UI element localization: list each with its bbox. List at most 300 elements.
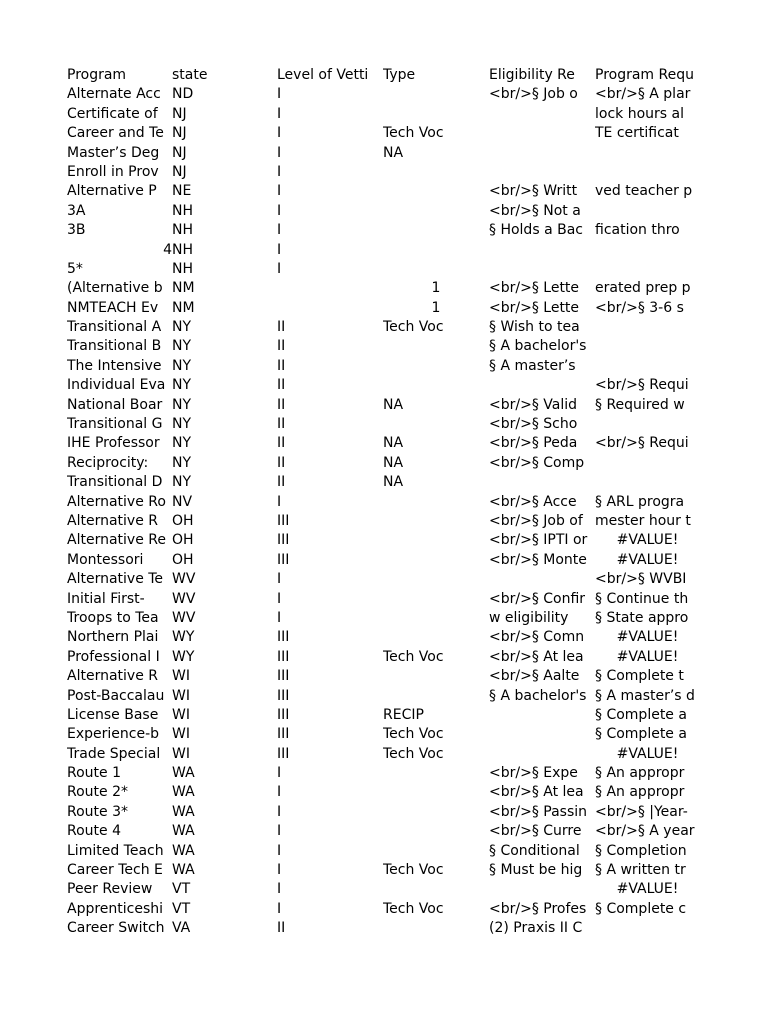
cell-type[interactable] — [383, 880, 489, 899]
cell-level[interactable]: III — [277, 532, 290, 549]
cell-requirements[interactable]: § An appropr — [595, 765, 685, 782]
cell-eligibility[interactable] — [489, 144, 595, 163]
table-row — [66, 745, 700, 764]
table-row — [66, 337, 700, 356]
cell-program[interactable]: Reciprocity: — [67, 454, 149, 471]
cell-level[interactable]: III — [277, 648, 290, 665]
cell-type[interactable]: NA — [383, 474, 404, 491]
cell-requirements[interactable]: lock hours al — [595, 105, 684, 122]
cell-program[interactable]: Alternative Te — [67, 571, 164, 588]
cell-state[interactable]: VA — [172, 920, 191, 937]
cell-level[interactable]: II — [277, 920, 286, 937]
cell-level[interactable]: I — [277, 900, 282, 917]
cell-program[interactable]: Individual Eva — [67, 377, 166, 394]
table-row — [66, 260, 700, 279]
cell-requirements[interactable] — [595, 454, 700, 473]
cell-level[interactable] — [277, 279, 383, 298]
cell-type[interactable] — [383, 357, 489, 376]
cell-program[interactable]: Route 4 — [67, 823, 121, 840]
cell-requirements[interactable]: § An appropr — [595, 784, 685, 801]
table-row — [66, 182, 700, 201]
cell-level[interactable]: I — [277, 144, 282, 161]
cell-eligibility[interactable]: § A master’s — [489, 357, 576, 374]
cell-state[interactable]: NY — [172, 474, 192, 491]
cell-eligibility[interactable]: <br/>§ Not a — [489, 202, 581, 219]
cell-type[interactable]: 1 — [431, 280, 441, 297]
cell-program[interactable]: Limited Teach — [67, 842, 164, 859]
cell-program[interactable]: Montessori — [67, 551, 144, 568]
cell-state[interactable]: WI — [172, 687, 190, 704]
cell-state[interactable]: NY — [172, 338, 192, 355]
cell-state[interactable]: NJ — [172, 105, 187, 122]
cell-requirements[interactable] — [595, 202, 700, 221]
cell-state[interactable]: OH — [172, 512, 194, 529]
cell-level[interactable]: I — [277, 765, 282, 782]
cell-level[interactable]: I — [277, 862, 282, 879]
table-row — [66, 202, 700, 221]
cell-state[interactable]: NM — [172, 280, 195, 297]
cell-eligibility[interactable]: <br/>§ Comn — [489, 629, 585, 646]
cell-type[interactable] — [383, 85, 489, 104]
cell-eligibility[interactable]: (2) Praxis II C — [489, 920, 583, 937]
cell-requirements[interactable] — [595, 415, 700, 434]
cell-type[interactable] — [383, 919, 489, 938]
cell-level[interactable]: II — [277, 319, 286, 336]
cell-requirements[interactable]: #VALUE! — [616, 532, 679, 549]
header-level[interactable]: Level of Vetti — [277, 67, 369, 83]
cell-state[interactable]: WA — [172, 765, 195, 782]
table-row — [66, 900, 700, 919]
cell-level[interactable]: I — [277, 125, 282, 142]
cell-level[interactable]: II — [277, 357, 286, 374]
table-row — [66, 706, 700, 725]
cell-requirements[interactable]: #VALUE! — [616, 745, 679, 762]
cell-type[interactable] — [383, 822, 489, 841]
cell-program[interactable]: IHE Professor — [67, 435, 160, 452]
cell-requirements[interactable]: #VALUE! — [616, 629, 679, 646]
cell-level[interactable]: II — [277, 377, 286, 394]
cell-program[interactable]: Alternative P — [67, 183, 157, 200]
cell-eligibility[interactable] — [489, 105, 595, 124]
cell-level[interactable]: III — [277, 551, 290, 568]
cell-level[interactable]: I — [277, 803, 282, 820]
cell-eligibility[interactable] — [489, 706, 595, 725]
cell-program[interactable]: Professional I — [67, 648, 160, 665]
cell-eligibility[interactable] — [489, 124, 595, 143]
table-row — [66, 842, 700, 861]
cell-requirements[interactable] — [595, 919, 700, 938]
cell-state[interactable]: NJ — [172, 125, 187, 142]
cell-state[interactable]: WA — [172, 823, 195, 840]
table-row — [66, 318, 700, 337]
cell-program[interactable]: Route 3* — [67, 803, 128, 820]
cell-program[interactable]: NMTEACH Ev — [67, 299, 159, 316]
cell-type[interactable] — [383, 590, 489, 609]
cell-type[interactable] — [383, 493, 489, 512]
cell-state[interactable]: NH — [172, 241, 193, 258]
table-row — [66, 764, 700, 783]
cell-requirements[interactable]: § Completion — [595, 842, 687, 859]
cell-eligibility[interactable]: <br/>§ At lea — [489, 648, 584, 665]
cell-level[interactable]: I — [277, 842, 282, 859]
cell-level[interactable] — [277, 299, 383, 318]
cell-type[interactable] — [383, 667, 489, 686]
cell-eligibility[interactable]: § Conditional — [489, 842, 580, 859]
header-requirements[interactable]: Program Requ — [595, 67, 694, 83]
cell-eligibility[interactable]: <br/>§ Scho — [489, 416, 578, 433]
cell-eligibility[interactable]: <br/>§ Comp — [489, 454, 585, 471]
cell-level[interactable]: I — [277, 823, 282, 840]
table-row — [66, 241, 700, 260]
cell-level[interactable]: II — [277, 454, 286, 471]
cell-requirements[interactable]: § ARL progra — [595, 493, 685, 510]
cell-level[interactable]: I — [277, 105, 282, 122]
cell-level[interactable]: III — [277, 629, 290, 646]
cell-eligibility[interactable] — [489, 473, 595, 492]
table-row — [66, 85, 700, 104]
cell-requirements[interactable]: § Required w — [595, 396, 685, 413]
cell-state[interactable]: VT — [172, 900, 191, 917]
cell-program[interactable]: Trade Special — [67, 745, 161, 762]
table-row — [66, 551, 700, 570]
cell-eligibility[interactable]: <br/>§ Lette — [489, 299, 580, 316]
cell-program[interactable]: Enroll in Prov — [67, 163, 159, 180]
cell-program[interactable]: Troops to Tea — [67, 609, 159, 626]
cell-state[interactable]: WY — [172, 648, 195, 665]
table-row — [66, 861, 700, 880]
cell-state[interactable]: NE — [172, 183, 192, 200]
cell-level[interactable]: I — [277, 590, 282, 607]
header-eligibility[interactable]: Eligibility Re — [489, 67, 575, 83]
cell-state[interactable]: WA — [172, 803, 195, 820]
cell-eligibility[interactable]: <br/>§ Lette — [489, 280, 580, 297]
cell-type[interactable]: RECIP — [383, 706, 424, 723]
cell-program[interactable]: Route 1 — [67, 765, 121, 782]
cell-type[interactable] — [383, 803, 489, 822]
cell-type[interactable]: Tech Voc — [383, 319, 444, 336]
cell-type[interactable] — [383, 783, 489, 802]
cell-requirements[interactable]: § Complete c — [595, 900, 687, 917]
cell-program[interactable]: Career Switch — [67, 920, 165, 937]
cell-state[interactable]: WI — [172, 745, 190, 762]
table-row — [66, 880, 700, 899]
cell-eligibility[interactable]: <br/>§ Job o — [489, 86, 578, 103]
cell-state[interactable]: NY — [172, 357, 192, 374]
cell-eligibility[interactable]: <br/>§ Expe — [489, 765, 578, 782]
cell-program[interactable]: National Boar — [67, 396, 163, 413]
cell-program[interactable]: Alternative Re — [67, 532, 166, 549]
cell-level[interactable]: II — [277, 338, 286, 355]
cell-eligibility[interactable] — [489, 241, 595, 260]
cell-requirements[interactable] — [595, 260, 700, 279]
cell-program[interactable]: (Alternative b — [67, 280, 163, 297]
cell-program[interactable]: Northern Plai — [67, 629, 159, 646]
cell-level[interactable]: II — [277, 416, 286, 433]
table-row — [66, 357, 700, 376]
cell-requirements[interactable]: mester hour t — [595, 512, 691, 529]
cell-type[interactable] — [383, 512, 489, 531]
cell-eligibility[interactable]: <br/>§ Peda — [489, 435, 578, 452]
cell-program[interactable]: Initial First- — [67, 590, 145, 607]
cell-eligibility[interactable]: <br/>§ Profes — [489, 900, 587, 917]
cell-eligibility[interactable]: <br/>§ Acce — [489, 493, 577, 510]
cell-requirements[interactable]: fication thro — [595, 222, 680, 239]
cell-level[interactable]: I — [277, 609, 282, 626]
cell-eligibility[interactable]: § A bachelor's — [489, 338, 587, 355]
cell-requirements[interactable] — [595, 163, 700, 182]
table-row — [66, 803, 700, 822]
cell-requirements[interactable]: § A written tr — [595, 862, 686, 879]
cell-type[interactable]: NA — [383, 144, 404, 161]
cell-type[interactable] — [383, 531, 489, 550]
cell-program[interactable]: Career Tech E — [67, 862, 163, 879]
cell-state[interactable]: NY — [172, 319, 192, 336]
cell-requirements[interactable]: <br/>§ A year — [595, 823, 695, 840]
cell-type[interactable]: Tech Voc — [383, 726, 444, 743]
cell-eligibility[interactable]: § Wish to tea — [489, 319, 580, 336]
cell-type[interactable] — [383, 764, 489, 783]
cell-program[interactable]: Peer Review — [67, 881, 153, 898]
cell-requirements[interactable]: #VALUE! — [616, 551, 679, 568]
cell-requirements[interactable]: § A master’s d — [595, 687, 695, 704]
cell-state[interactable]: NY — [172, 377, 192, 394]
table-row — [66, 299, 700, 318]
cell-level[interactable]: I — [277, 571, 282, 588]
cell-state[interactable]: NM — [172, 299, 195, 316]
cell-type[interactable] — [383, 415, 489, 434]
table-row — [66, 434, 700, 453]
cell-program[interactable]: Route 2* — [67, 784, 128, 801]
cell-requirements[interactable]: #VALUE! — [616, 648, 679, 665]
cell-requirements[interactable]: § Complete a — [595, 726, 687, 743]
cell-level[interactable]: II — [277, 396, 286, 413]
cell-type[interactable] — [383, 260, 489, 279]
cell-requirements[interactable]: erated prep p — [595, 280, 691, 297]
cell-program[interactable]: Alternative R — [67, 668, 158, 685]
cell-type[interactable] — [383, 241, 489, 260]
cell-requirements[interactable]: § Complete t — [595, 668, 684, 685]
cell-state[interactable]: NH — [172, 260, 193, 277]
cell-level[interactable]: III — [277, 706, 290, 723]
cell-state[interactable]: WA — [172, 862, 195, 879]
cell-program[interactable]: Alternative Ro — [67, 493, 166, 510]
cell-requirements[interactable]: <br/>§ 3-6 s — [595, 299, 684, 316]
cell-eligibility[interactable] — [489, 163, 595, 182]
cell-program[interactable]: Experience-b — [67, 726, 160, 743]
cell-requirements[interactable]: <br/>§ Requi — [595, 435, 689, 452]
cell-level[interactable]: I — [277, 183, 282, 200]
cell-eligibility[interactable]: § Holds a Bac — [489, 222, 583, 239]
cell-program[interactable]: Master’s Deg — [67, 144, 160, 161]
cell-eligibility[interactable] — [489, 260, 595, 279]
cell-level[interactable]: I — [277, 493, 282, 510]
cell-program[interactable]: Alternative R — [67, 512, 158, 529]
cell-type[interactable]: Tech Voc — [383, 648, 444, 665]
cell-type[interactable] — [383, 202, 489, 221]
cell-type[interactable]: 1 — [431, 299, 441, 316]
cell-level[interactable]: II — [277, 474, 286, 491]
cell-program[interactable]: Alternate Acc — [67, 86, 161, 103]
cell-level[interactable]: III — [277, 687, 290, 704]
header-row — [66, 66, 700, 85]
cell-state[interactable]: WV — [172, 571, 196, 588]
table-row — [66, 415, 700, 434]
cell-type[interactable] — [383, 105, 489, 124]
cell-state[interactable]: WY — [172, 629, 195, 646]
cell-type[interactable]: NA — [383, 396, 404, 413]
cell-state[interactable]: NV — [172, 493, 193, 510]
cell-type[interactable]: NA — [383, 435, 404, 452]
cell-eligibility[interactable] — [489, 376, 595, 395]
header-state[interactable]: state — [172, 67, 208, 83]
cell-type[interactable] — [383, 182, 489, 201]
cell-state[interactable]: NH — [172, 202, 193, 219]
cell-level[interactable]: III — [277, 512, 290, 529]
cell-program[interactable]: 4 — [163, 241, 172, 258]
cell-state[interactable]: ND — [172, 86, 194, 103]
cell-level[interactable]: I — [277, 260, 282, 277]
cell-state[interactable]: NJ — [172, 163, 187, 180]
cell-type[interactable] — [383, 609, 489, 628]
cell-eligibility[interactable]: <br/>§ Writt — [489, 183, 578, 200]
cell-program[interactable]: Certificate of — [67, 105, 158, 122]
cell-state[interactable]: WI — [172, 668, 190, 685]
cell-level[interactable]: III — [277, 668, 290, 685]
cell-state[interactable]: NY — [172, 416, 192, 433]
cell-state[interactable]: OH — [172, 532, 194, 549]
table-row — [66, 725, 700, 744]
cell-type[interactable] — [383, 628, 489, 647]
table-row — [66, 454, 700, 473]
cell-eligibility[interactable]: <br/>§ Monte — [489, 551, 587, 568]
cell-type[interactable]: Tech Voc — [383, 745, 444, 762]
cell-eligibility[interactable] — [489, 570, 595, 589]
cell-type[interactable] — [383, 376, 489, 395]
header-program[interactable]: Program — [67, 67, 127, 83]
cell-eligibility[interactable]: <br/>§ Aalte — [489, 668, 580, 685]
cell-level[interactable]: I — [277, 163, 282, 180]
table-row — [66, 783, 700, 802]
cell-eligibility[interactable]: <br/>§ Valid — [489, 396, 578, 413]
cell-requirements[interactable]: § Continue th — [595, 590, 689, 607]
cell-state[interactable]: WV — [172, 609, 196, 626]
cell-state[interactable]: NH — [172, 222, 193, 239]
table-row — [66, 105, 700, 124]
cell-level[interactable]: III — [277, 745, 290, 762]
cell-state[interactable]: NY — [172, 435, 192, 452]
cell-type[interactable] — [383, 221, 489, 240]
cell-requirements[interactable]: #VALUE! — [616, 881, 679, 898]
cell-requirements[interactable] — [595, 144, 700, 163]
cell-state[interactable]: WA — [172, 784, 195, 801]
cell-type[interactable]: Tech Voc — [383, 125, 444, 142]
cell-program[interactable]: 5* — [67, 260, 83, 277]
cell-requirements[interactable]: § State appro — [595, 609, 689, 626]
cell-type[interactable] — [383, 551, 489, 570]
cell-program[interactable]: Transitional A — [67, 319, 162, 336]
cell-requirements[interactable]: ved teacher p — [595, 183, 693, 200]
table-row — [66, 163, 700, 182]
cell-level[interactable]: I — [277, 202, 282, 219]
cell-state[interactable]: WV — [172, 590, 196, 607]
cell-state[interactable]: OH — [172, 551, 194, 568]
cell-eligibility[interactable]: <br/>§ At lea — [489, 784, 584, 801]
cell-requirements[interactable]: <br/>§ A plar — [595, 86, 691, 103]
table-row — [66, 473, 700, 492]
cell-program[interactable]: Transitional B — [67, 338, 162, 355]
cell-type[interactable] — [383, 842, 489, 861]
cell-program[interactable]: Transitional D — [67, 474, 163, 491]
table-row — [66, 531, 700, 550]
cell-level[interactable]: I — [277, 241, 282, 258]
cell-program[interactable]: The Intensive — [67, 357, 162, 374]
cell-level[interactable]: III — [277, 726, 290, 743]
cell-requirements[interactable]: <br/>§ WVBI — [595, 571, 687, 588]
cell-state[interactable]: NJ — [172, 144, 187, 161]
cell-type[interactable]: Tech Voc — [383, 862, 444, 879]
cell-requirements[interactable] — [595, 318, 700, 337]
cell-eligibility[interactable]: <br/>§ Confir — [489, 590, 586, 607]
cell-eligibility[interactable]: <br/>§ Job of — [489, 512, 583, 529]
cell-requirements[interactable] — [595, 241, 700, 260]
cell-requirements[interactable]: <br/>§ Requi — [595, 377, 689, 394]
cell-requirements[interactable] — [595, 337, 700, 356]
cell-state[interactable]: NY — [172, 396, 192, 413]
cell-eligibility[interactable]: <br/>§ IPTI or — [489, 532, 588, 549]
cell-program[interactable]: Post-Baccalau — [67, 687, 165, 704]
cell-requirements[interactable]: TE certificat — [595, 125, 679, 142]
cell-requirements[interactable] — [595, 357, 700, 376]
header-type[interactable]: Type — [383, 67, 416, 83]
cell-level[interactable]: I — [277, 86, 282, 103]
cell-type[interactable] — [383, 337, 489, 356]
cell-eligibility[interactable]: w eligibility — [489, 609, 569, 626]
cell-program[interactable]: 3B — [67, 222, 86, 239]
cell-type[interactable]: NA — [383, 454, 404, 471]
cell-requirements[interactable]: <br/>§ |Year- — [595, 803, 688, 820]
cell-eligibility[interactable]: § A bachelor's — [489, 687, 587, 704]
cell-program[interactable]: Career and Te — [67, 125, 164, 142]
cell-level[interactable]: I — [277, 784, 282, 801]
cell-state[interactable]: VT — [172, 881, 191, 898]
cell-eligibility[interactable] — [489, 725, 595, 744]
cell-state[interactable]: NY — [172, 454, 192, 471]
table-body — [66, 85, 700, 938]
cell-requirements[interactable] — [595, 473, 700, 492]
cell-eligibility[interactable] — [489, 880, 595, 899]
cell-eligibility[interactable]: § Must be hig — [489, 862, 583, 879]
cell-program[interactable]: 3A — [67, 202, 86, 219]
cell-eligibility[interactable] — [489, 745, 595, 764]
cell-level[interactable]: II — [277, 435, 286, 452]
cell-eligibility[interactable]: <br/>§ Passin — [489, 803, 588, 820]
cell-type[interactable]: Tech Voc — [383, 900, 444, 917]
cell-level[interactable]: I — [277, 222, 282, 239]
cell-requirements[interactable]: § Complete a — [595, 706, 687, 723]
table-row — [66, 279, 700, 298]
cell-state[interactable]: WA — [172, 842, 195, 859]
cell-program[interactable]: Apprenticeshi — [67, 900, 164, 917]
cell-level[interactable]: I — [277, 881, 282, 898]
cell-state[interactable]: WI — [172, 706, 190, 723]
cell-state[interactable]: WI — [172, 726, 190, 743]
cell-program[interactable]: Transitional G — [67, 416, 163, 433]
cell-program[interactable]: License Base — [67, 706, 159, 723]
cell-eligibility[interactable]: <br/>§ Curre — [489, 823, 582, 840]
cell-type[interactable] — [383, 163, 489, 182]
cell-type[interactable] — [383, 570, 489, 589]
cell-type[interactable] — [383, 687, 489, 706]
